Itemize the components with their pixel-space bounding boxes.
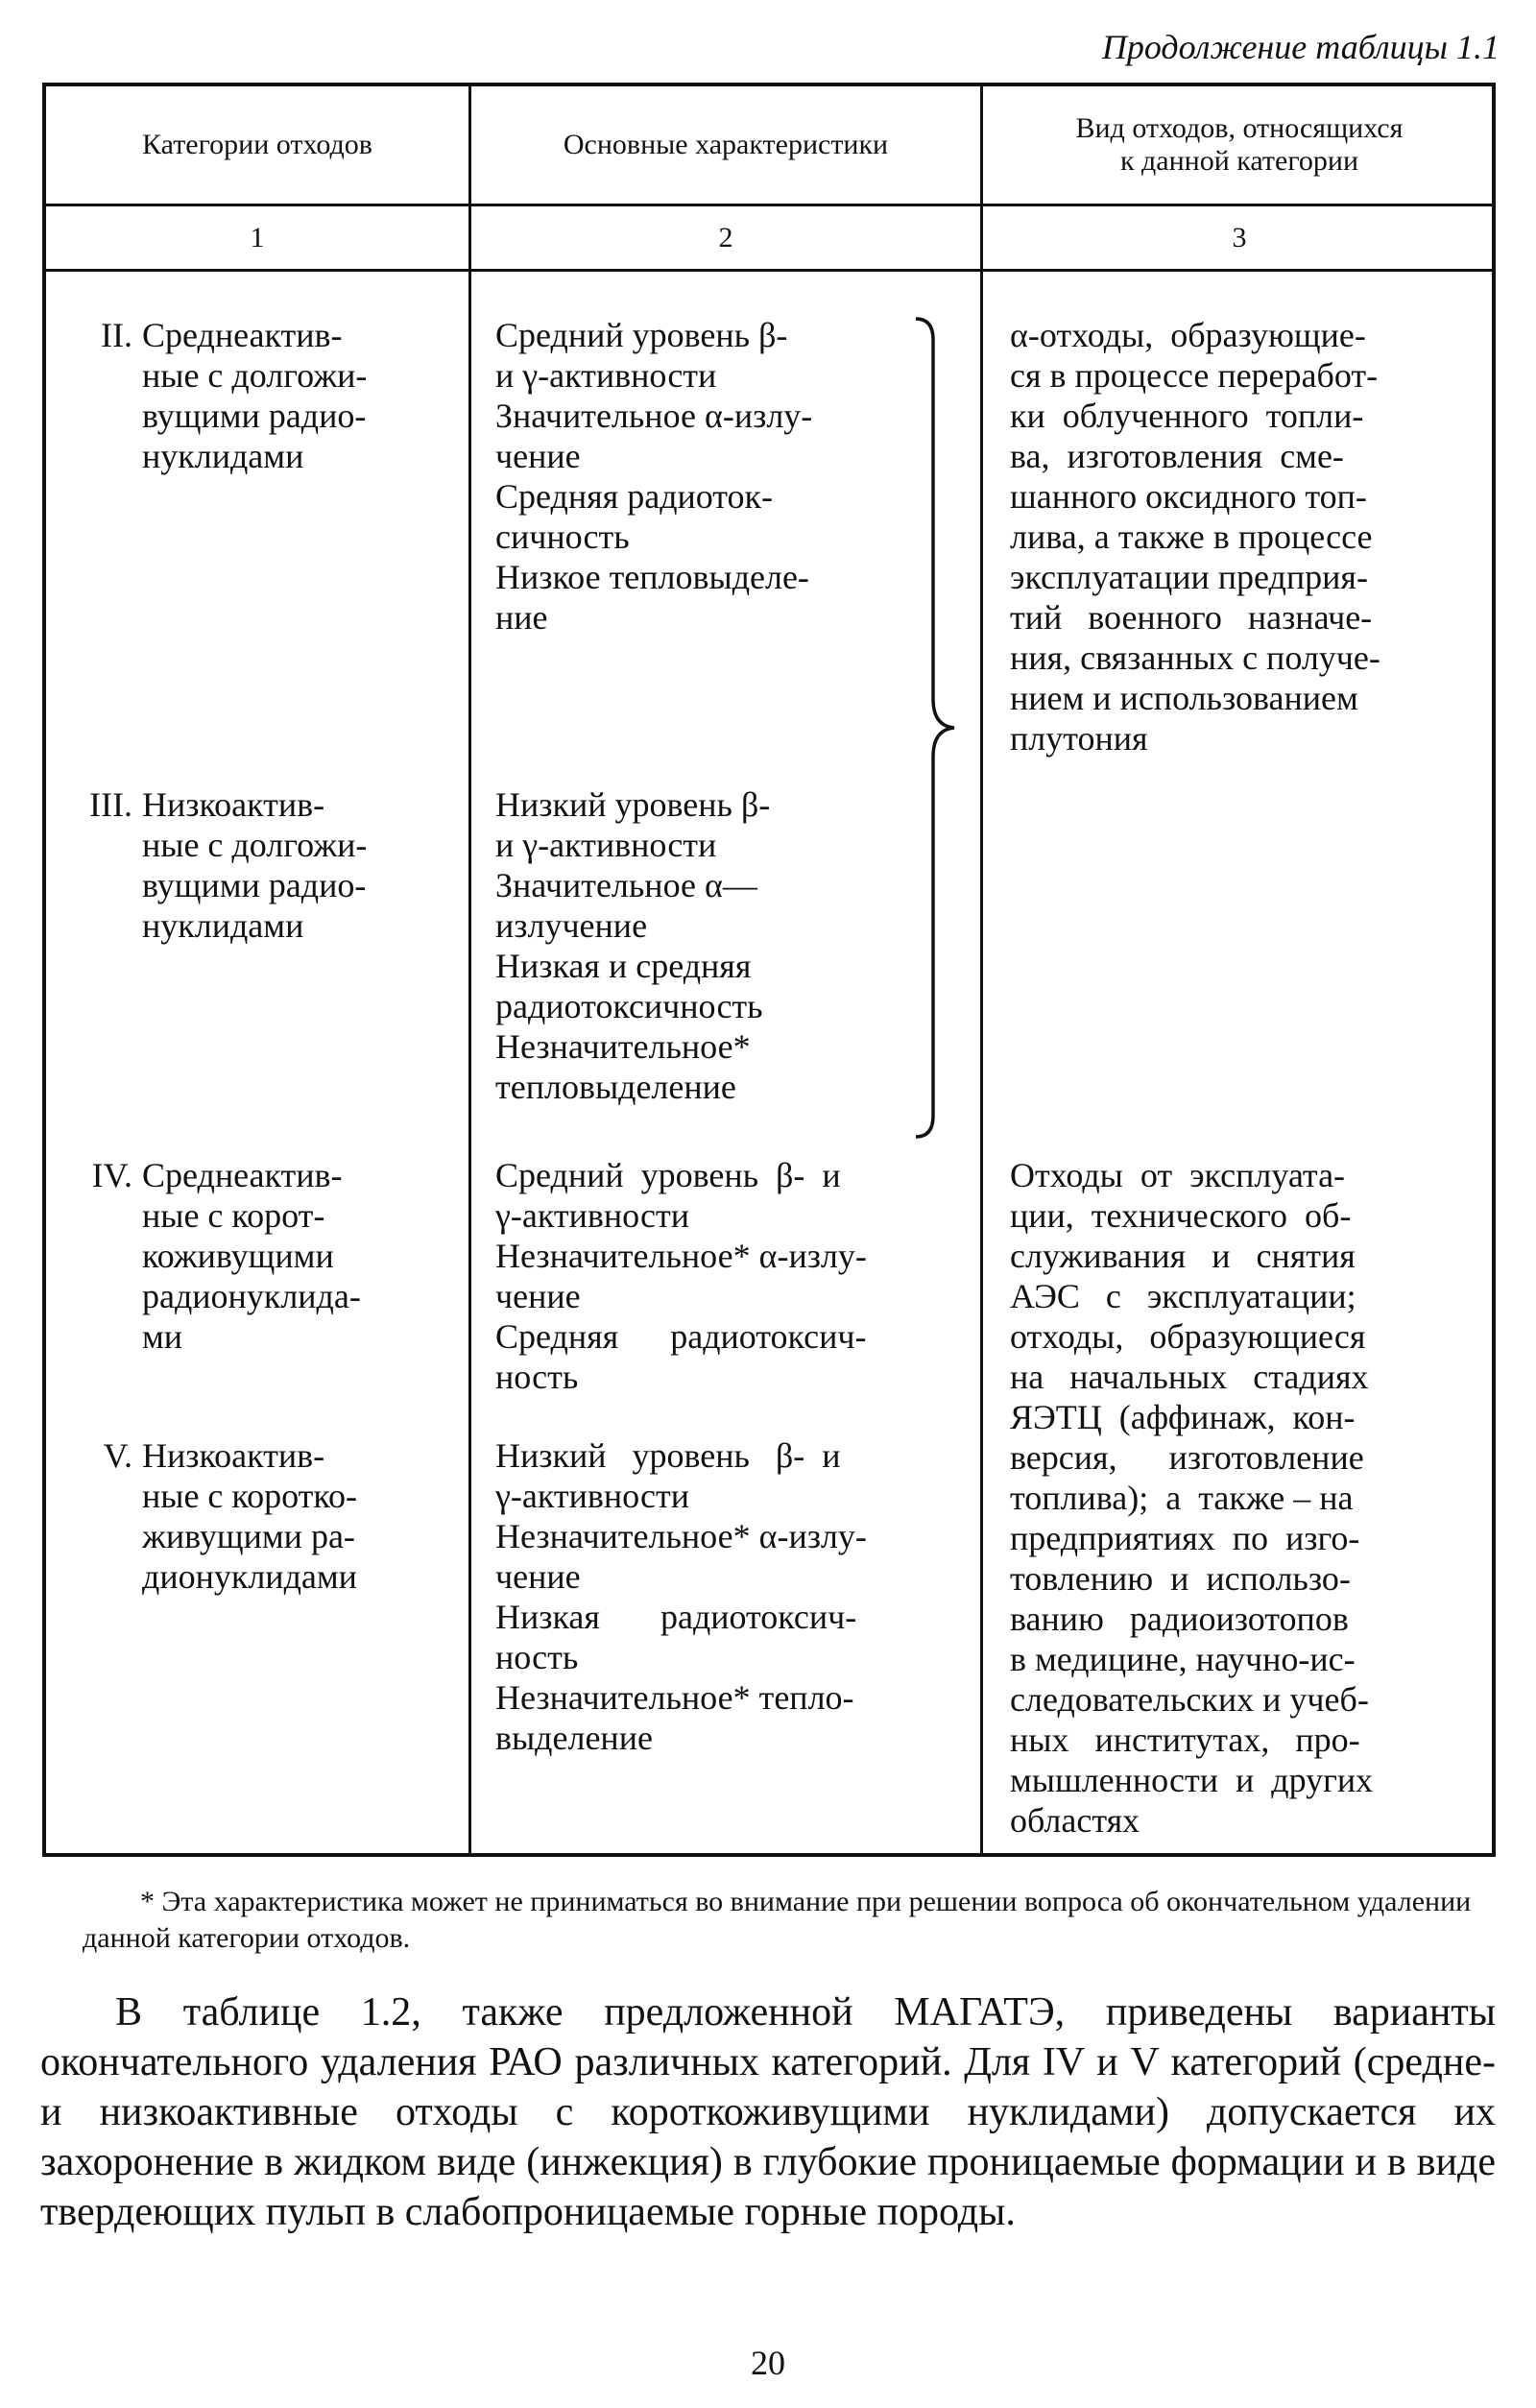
waste-type-cell: Отходы от эксплуата- ции, технического об- служивания и снятия АЭС с эксплуатации; отходы, образующиеся на начальных стадиях ЯЭТЦ (аффинаж, кон- версия, изготовление топлива); а также – на предприятиях по изго- товлению и использо- ванию радиоизотопов в медицине, научно-ис- следовательских и учеб- ных институтах, про- мышленности и других областях bbox=[1010, 1156, 1374, 1840]
header-categories: Категории отходов bbox=[142, 128, 372, 160]
category-numeral: V. bbox=[103, 1436, 132, 1475]
page-number: 20 bbox=[751, 2344, 785, 2382]
table-caption: Продолжение таблицы 1.1 bbox=[1101, 28, 1500, 66]
column-divider bbox=[980, 86, 983, 1853]
category-name: Низкоактив- ные с коротко- живущими ра- дионуклидами bbox=[142, 1436, 357, 1596]
header-waste-types: Вид отходов, относящихся к данной категории bbox=[1075, 111, 1404, 177]
body-paragraph: В таблице 1.2, также предложенной МАГАТЭ, приведены варианты окончательного удаления РАО различных категорий. Для IV и V категорий (средне- и низкоактивные отходы с короткоживущими нуклидами) допускается их захоронение в жидком виде (инжекция) в глубокие проницаемые формации и в виде твердеющих пульп в слабопроницаемые горные породы. bbox=[40, 1990, 1496, 2234]
column-number: 1 bbox=[250, 222, 265, 253]
category-name: Среднеактив- ные с долгожи- вущими радио- нуклидами bbox=[142, 316, 368, 475]
category-numeral: III. bbox=[89, 785, 132, 824]
category-name: Среднеактив- ные с корот- коживущими радионуклида- ми bbox=[142, 1156, 361, 1356]
characteristics-cell: Средний уровень β- и γ-активности Значительное α-излу- чение Средняя радиоток- сичность Низкое тепловыделе- ние bbox=[495, 316, 813, 637]
row-divider bbox=[46, 269, 1492, 272]
waste-type-cell: α-отходы, образующие- ся в процессе переработ- ки облученного топли- ва, изготовления сме- шанного оксидного топ- лива, а также в процессе эксплуатации предприя- тий военного назначе- ния, связанных с получе- нием и использованием плутония bbox=[1010, 316, 1380, 758]
category-row bbox=[63, 1155, 361, 1357]
category-numeral: II. bbox=[101, 316, 132, 354]
category-name: Низкоактив- ные с долгожи- вущими радио- нуклидами bbox=[142, 785, 368, 945]
grouping-brace bbox=[910, 315, 968, 1141]
characteristics-cell: Низкий уровень β- и γ-активности Незначительное* α-излу- чение Низкая радиотоксич- ность Незначительное* тепло- выделение bbox=[495, 1436, 867, 1757]
characteristics-cell: Низкий уровень β- и γ-активности Значительное α— излучение Низкая и средняя радиотоксичность Незначительное* тепловыделение bbox=[495, 785, 771, 1106]
header-characteristics: Основные характеристики bbox=[563, 128, 889, 160]
category-numeral: IV. bbox=[91, 1156, 132, 1194]
characteristics-cell: Средний уровень β- и γ-активности Незначительное* α-излу- чение Средняя радиотоксич- ность bbox=[495, 1156, 867, 1396]
waste-categories-table bbox=[42, 83, 1496, 1857]
column-divider bbox=[468, 86, 471, 1853]
category-row bbox=[63, 784, 367, 946]
table-footnote: * Эта характеристика может не приниматься во внимание при решении вопроса об окончательном удалении данной категории отходов. bbox=[83, 1886, 1472, 1954]
category-row bbox=[63, 1435, 357, 1597]
category-row bbox=[63, 315, 367, 476]
column-number: 2 bbox=[718, 222, 733, 253]
column-number: 3 bbox=[1232, 222, 1247, 253]
